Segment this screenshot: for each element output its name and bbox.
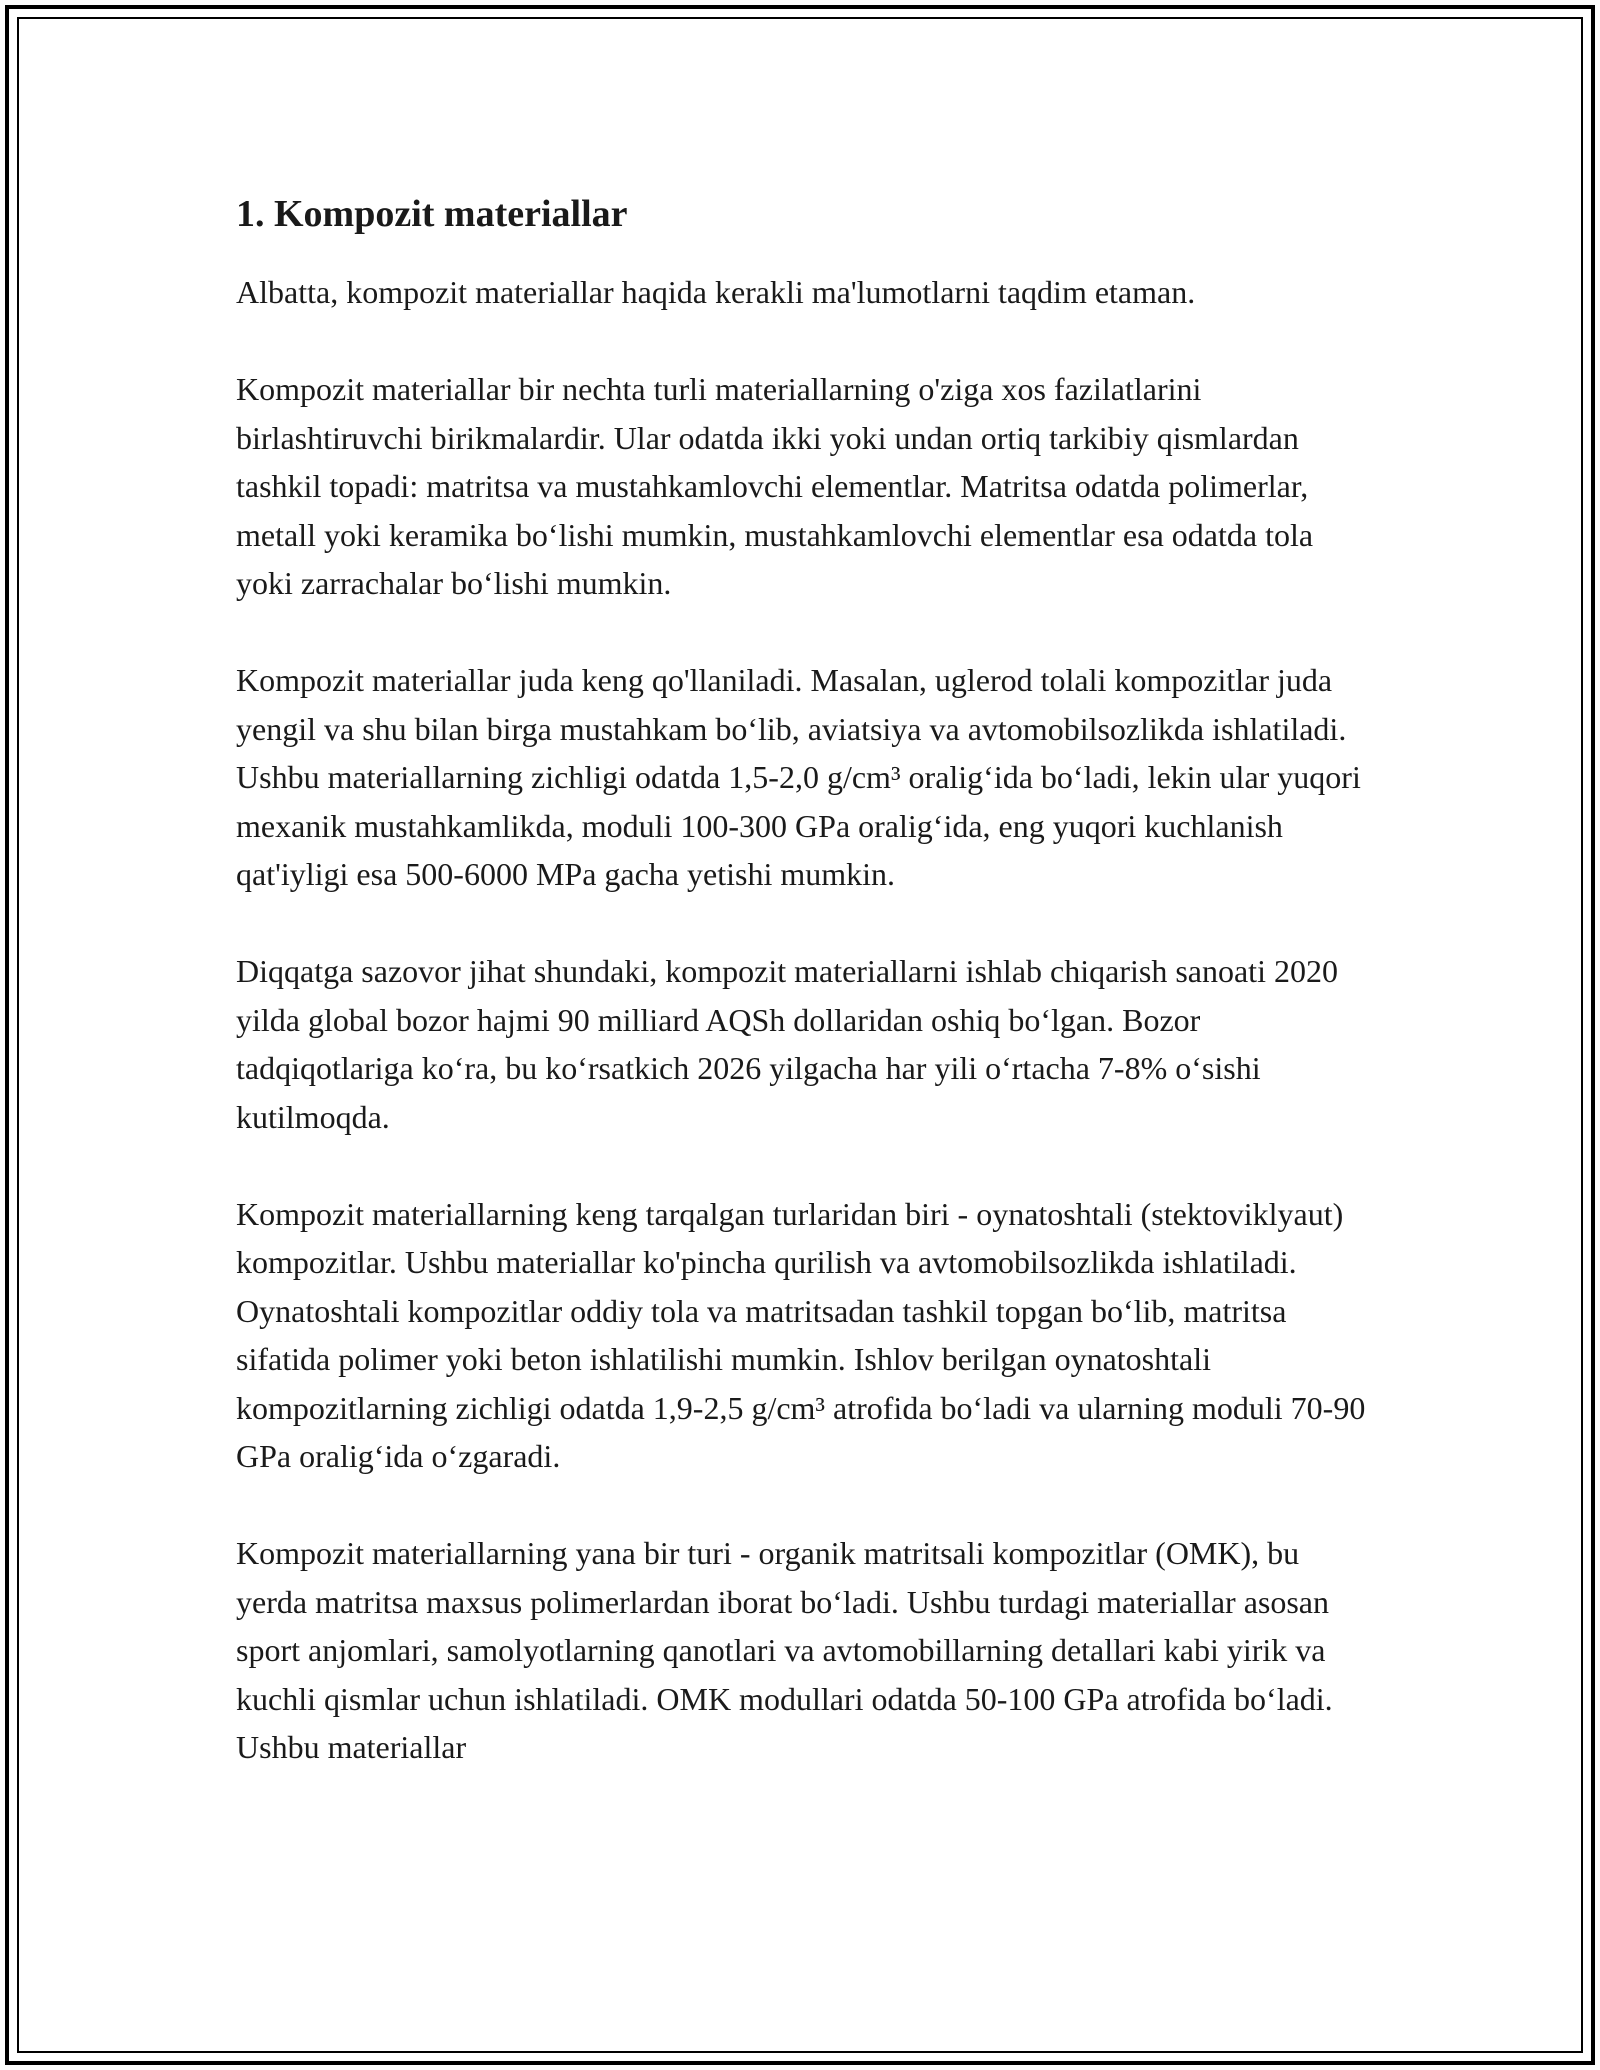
paragraph-glass-fiber: Kompozit materiallarning keng tarqalgan turlaridan biri - oynatoshtali (stektoviklyaut) kompozitlar. Ushbu materiallar ko'pincha qurilish va avtomobilsozlikda ishlatiladi. Oynatoshtali kompozitlar oddiy tola va matritsadan tashkil topgan boʻlib, matritsa sifatida polimer yoki beton ishlatilishi mumkin. Ishlov berilgan oynatoshtali kompozitlarning zichligi odatda 1,9-2,5 g/cm³ atrofida boʻladi va ularning moduli 70-90 GPa oraligʻida oʻzgaradi.	[236, 1195, 1366, 1474]
paragraph-market: Diqqatga sazovor jihat shundaki, kompozit materiallarni ishlab chiqarish sanoati 2020 yilda global bozor hajmi 90 milliard AQSh dollaridan oshiq boʻlgan. Bozor tadqiqotlariga koʻra, bu koʻrsatkich 2026 yilgacha har yili oʻrtacha 7-8% oʻsishi kutilmoqda.	[236, 953, 1338, 1135]
paragraph-intro: Albatta, kompozit materiallar haqida kerakli ma'lumotlarni taqdim etaman.	[236, 274, 1196, 310]
paragraph-carbon-fiber: Kompozit materiallar juda keng qo'llaniladi. Masalan, uglerod tolali kompozitlar juda yengil va shu bilan birga mustahkam boʻlib, aviatsiya va avtomobilsozlikda ishlatiladi. Ushbu materiallarning zichligi odatda 1,5-2,0 g/cm³ oraligʻida boʻladi, lekin ular yuqori mexanik mustahkamlikda, moduli 100-300 GPa oraligʻida, eng yuqori kuchlanish qat'iyligi esa 500-6000 MPa gacha yetishi mumkin.	[236, 662, 1361, 892]
section-title: 1. Kompozit materiallar	[236, 193, 628, 235]
paragraph-definition: Kompozit materiallar bir nechta turli materiallarning o'ziga xos fazilatlarini birlashtiruvchi birikmalardir. Ular odatda ikki yoki undan ortiq tarkibiy qismlardan tashkil topadi: matritsa va mustahkamlovchi elementlar. Matritsa odatda polimerlar, metall yoki keramika boʻlishi mumkin, mustahkamlovchi elementlar esa odatda tola yoki zarrachalar boʻlishi mumkin.	[236, 371, 1314, 601]
document-body	[236, 190, 1376, 1772]
paragraph-organic-matrix: Kompozit materiallarning yana bir turi - organik matritsali kompozitlar (OMK), bu yerda matritsa maxsus polimerlardan iborat boʻladi. Ushbu turdagi materiallar asosan sport anjomlari, samolyotlarning qanotlari va avtomobillarning detallari kabi yirik va kuchli qismlar uchun ishlatiladi. OMK modullari odatda 50-100 GPa atrofida boʻladi. Ushbu materiallar	[236, 1535, 1333, 1765]
